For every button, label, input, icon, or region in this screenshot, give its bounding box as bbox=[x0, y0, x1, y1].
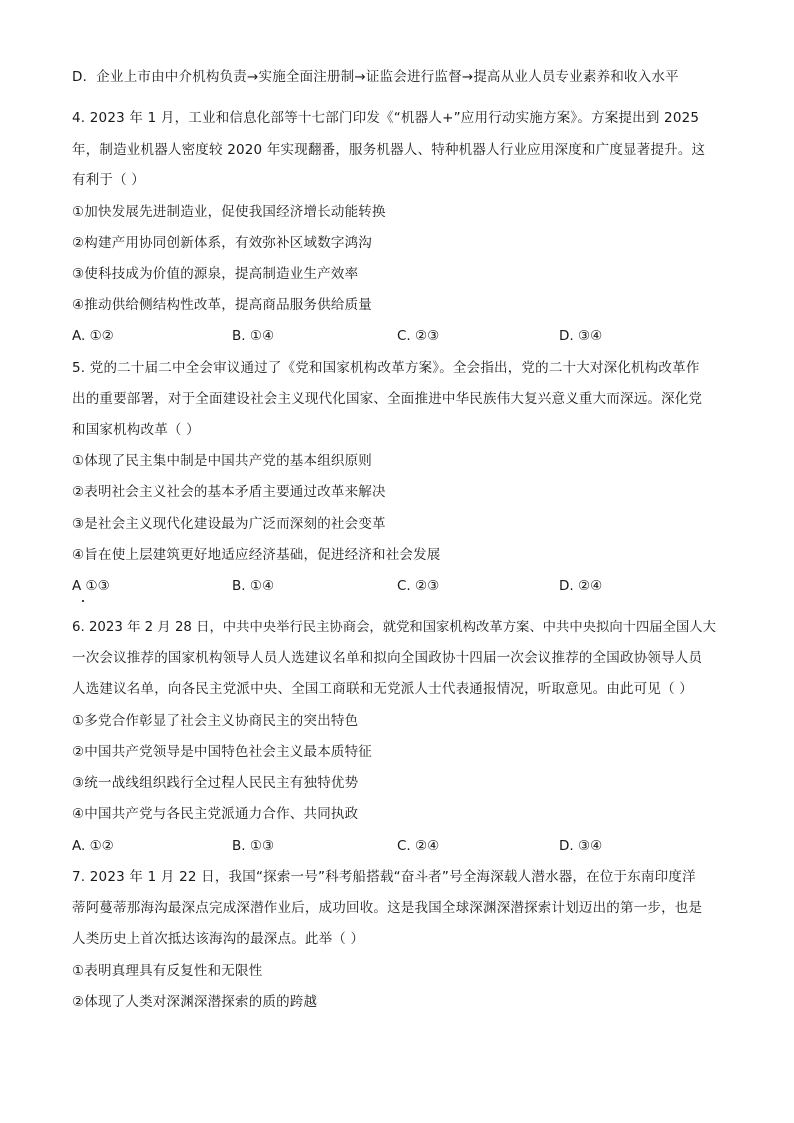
question-4-statement: ④推动供给侧结构性改革，提高商品服务供给质量 bbox=[72, 297, 373, 313]
question-6-statement: ①多党合作彰显了社会主义协商民主的突出特色 bbox=[72, 713, 359, 729]
question-4-option-c: C. ②③ bbox=[397, 328, 440, 344]
question-6-option-b: B. ①③ bbox=[232, 838, 275, 854]
question-5-option-b: B. ①④ bbox=[232, 578, 275, 594]
question-4-option-d: D. ③④ bbox=[559, 328, 603, 344]
question-6-stem-line: 一次会议推荐的国家机构领导人员人选建议名单和拟向全国政协十四届一次会议推荐的全国政协领导人员 bbox=[72, 650, 703, 666]
question-5-stem-line: 和国家机构改革（ ） bbox=[72, 422, 200, 438]
question-5-statement: ②表明社会主义社会的基本矛盾主要通过改革来解决 bbox=[72, 484, 386, 500]
question-4-option-a: A. ①② bbox=[72, 328, 114, 344]
question-5-option-d: D. ②④ bbox=[559, 578, 603, 594]
question-4-options bbox=[72, 326, 732, 346]
question-5-statement: ①体现了民主集中制是中国共产党的基本组织原则 bbox=[72, 453, 373, 469]
question-7-stem-line: 人类历史上首次抵达该海沟的最深点。此举（ ） bbox=[72, 931, 365, 947]
question-4-stem-line: 4. 2023 年 1 月，工业和信息化部等十七部门印发《“机器人+”应用行动实施方案》。方案提出到 2025 bbox=[72, 110, 700, 126]
question-5-options bbox=[72, 576, 732, 596]
question-3-option-d: D．企业上市由中介机构负责→实施全面注册制→证监会进行监督→提高从业人员专业素养和收入水平 bbox=[72, 69, 679, 85]
question-5-stem-line: 5. 党的二十届二中全会审议通过了《党和国家机构改革方案》。全会指出，党的二十大对深化机构改革作 bbox=[72, 360, 700, 376]
stray-dot-mark bbox=[82, 600, 84, 602]
question-6-option-d: D. ③④ bbox=[559, 838, 603, 854]
question-5-statement: ④旨在使上层建筑更好地适应经济基础，促进经济和社会发展 bbox=[72, 547, 441, 563]
question-4-stem-line: 有利于（ ） bbox=[72, 172, 145, 188]
question-6-stem-line: 人选建议名单，向各民主党派中央、全国工商联和无党派人士代表通报情况，听取意见。由此可见（ ） bbox=[72, 681, 693, 697]
question-7-stem-line: 7. 2023 年 1 月 22 日，我国“探索一号”科考船搭载“奋斗者”号全海深载人潜水器，在位于东南印度洋 bbox=[72, 869, 696, 885]
question-6-statement: ④中国共产党与各民主党派通力合作、共同执政 bbox=[72, 806, 359, 822]
question-4-statement: ②构建产用协同创新体系，有效弥补区域数字鸿沟 bbox=[72, 235, 373, 251]
question-7-stem-line: 蒂阿蔓蒂那海沟最深点完成深潜作业后，成功回收。这是我国全球深渊深潜探索计划迈出的第一步，也是 bbox=[72, 900, 703, 916]
question-5-stem-line: 出的重要部署，对于全面建设社会主义现代化国家、全面推进中华民族伟大复兴意义重大而深远。深化党 bbox=[72, 391, 703, 407]
question-5-option-c: C. ②③ bbox=[397, 578, 440, 594]
question-6-option-c: C. ②④ bbox=[397, 838, 440, 854]
question-7-statement: ②体现了人类对深渊深潜探索的质的跨越 bbox=[72, 994, 318, 1010]
question-4-option-b: B. ①④ bbox=[232, 328, 275, 344]
question-5-statement: ③是社会主义现代化建设最为广泛而深刻的社会变革 bbox=[72, 516, 386, 532]
question-6-option-a: A. ①② bbox=[72, 838, 114, 854]
question-6-statement: ③统一战线组织践行全过程人民民主有独特优势 bbox=[72, 775, 359, 791]
question-6-stem-line: 6. 2023 年 2 月 28 日，中共中央举行民主协商会，就党和国家机构改革方案、中共中央拟向十四届全国人大 bbox=[72, 620, 716, 635]
question-6-options bbox=[72, 836, 732, 856]
question-4-stem-line: 年，制造业机器人密度较 2020 年实现翻番，服务机器人、特种机器人行业应用深度和广度显著提升。这 bbox=[72, 142, 706, 158]
question-4-statement: ③使科技成为价值的源泉，提高制造业生产效率 bbox=[72, 266, 359, 282]
question-5-option-a: A ①③ bbox=[72, 578, 110, 594]
question-6-statement: ②中国共产党领导是中国特色社会主义最本质特征 bbox=[72, 744, 373, 760]
question-4-statement: ①加快发展先进制造业，促使我国经济增长动能转换 bbox=[72, 204, 386, 220]
question-7-statement: ①表明真理具有反复性和无限性 bbox=[72, 963, 263, 979]
